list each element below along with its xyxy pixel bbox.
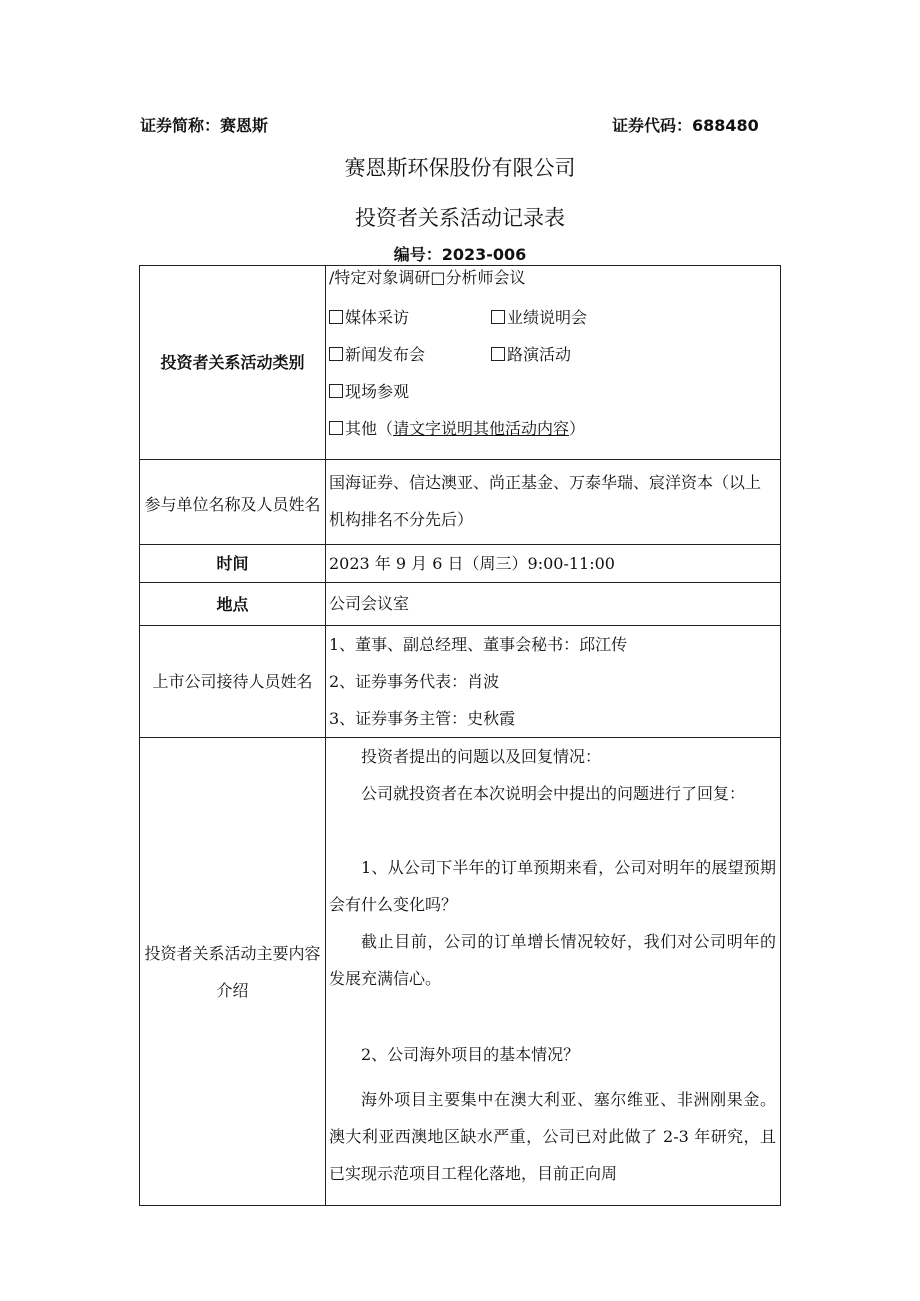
- activity-option-row2: [329, 299, 776, 336]
- activity-type-options: [326, 266, 781, 460]
- security-code: 证券代码：688480: [612, 116, 759, 135]
- time-value: 2023 年 9 月 6 日（周三）9:00-11:00: [326, 545, 781, 583]
- blank-line: [329, 812, 776, 849]
- row-time: [140, 545, 781, 583]
- spacer: [329, 1073, 776, 1081]
- document-number: 编号：2023-006: [393, 245, 527, 264]
- checkbox-icon: [329, 347, 343, 361]
- location-value: 公司会议室: [326, 583, 781, 626]
- list-item: 3、证券事务主管：史秋霞: [329, 709, 516, 728]
- form-title: 投资者关系活动记录表: [355, 206, 565, 230]
- activity-option-other: 其他（请文字说明其他活动内容）: [329, 410, 585, 447]
- answer-2: 海外项目主要集中在澳大利亚、塞尔维亚、非洲刚果金。澳大利亚西澳地区缺水严重，公司已对此做了 2-3 年研究，且已实现示范项目工程化落地，目前正向周: [329, 1090, 776, 1183]
- time-label: 时间: [140, 545, 326, 583]
- reception-list: [326, 626, 781, 738]
- checkbox-icon: [491, 347, 505, 361]
- activity-option-press: 新闻发布会: [329, 336, 491, 373]
- question-1: 1、从公司下半年的订单预期来看，公司对明年的展望预期会有什么变化吗？: [329, 858, 776, 914]
- content-label: 投资者关系活动主要内容介绍: [140, 738, 326, 1206]
- participants-value: 国海证券、信达澳亚、尚正基金、万泰华瑞、宸洋资本（以上机构排名不分先后）: [326, 460, 781, 545]
- row-location: [140, 583, 781, 626]
- row-content: [140, 738, 781, 1206]
- row-reception: [140, 626, 781, 738]
- activity-option-media: 媒体采访: [329, 299, 491, 336]
- activity-option-row5: [329, 410, 776, 447]
- question-2: 2、公司海外项目的基本情况？: [361, 1045, 580, 1064]
- activity-option-row3: [329, 336, 776, 373]
- checkbox-icon: [491, 310, 505, 324]
- location-label: 地点: [140, 583, 326, 626]
- blank-line: [329, 997, 776, 1034]
- activity-option-line1: [329, 266, 776, 299]
- activity-option-site-visit: 现场参观: [329, 373, 409, 410]
- checkbox-icon: [329, 421, 343, 435]
- row-participants: [140, 460, 781, 545]
- security-short-name: 证券简称：赛恩斯: [140, 116, 269, 135]
- activity-option-row4: [329, 373, 776, 410]
- activity-option-earnings: 业绩说明会: [491, 299, 587, 336]
- list-item: 2、证券事务代表：肖波: [329, 672, 500, 691]
- checkbox-icon: [329, 384, 343, 398]
- answer-1: 截止目前，公司的订单增长情况较好，我们对公司明年的发展充满信心。: [329, 932, 776, 988]
- company-title: 赛恩斯环保股份有限公司: [344, 156, 576, 180]
- content-paragraph: 公司就投资者在本次说明会中提出的问题进行了回复：: [361, 784, 746, 803]
- participants-label: 参与单位名称及人员姓名: [140, 460, 326, 545]
- other-activity-description: 请文字说明其他活动内容: [393, 419, 570, 438]
- list-item: 1、董事、副总经理、董事会秘书：邱江传: [329, 635, 628, 654]
- row-activity-type: [140, 266, 781, 460]
- checkbox-icon: [329, 310, 343, 324]
- content-paragraph: 投资者提出的问题以及回复情况：: [361, 747, 602, 766]
- activity-option-specific-research: /特定对象调研□分析师会议: [329, 268, 526, 287]
- reception-label: 上市公司接待人员姓名: [140, 626, 326, 738]
- content-body: [326, 738, 781, 1206]
- activity-option-roadshow: 路演活动: [491, 336, 571, 373]
- activity-record-table: [139, 265, 781, 1206]
- activity-type-label: 投资者关系活动类别: [140, 266, 326, 460]
